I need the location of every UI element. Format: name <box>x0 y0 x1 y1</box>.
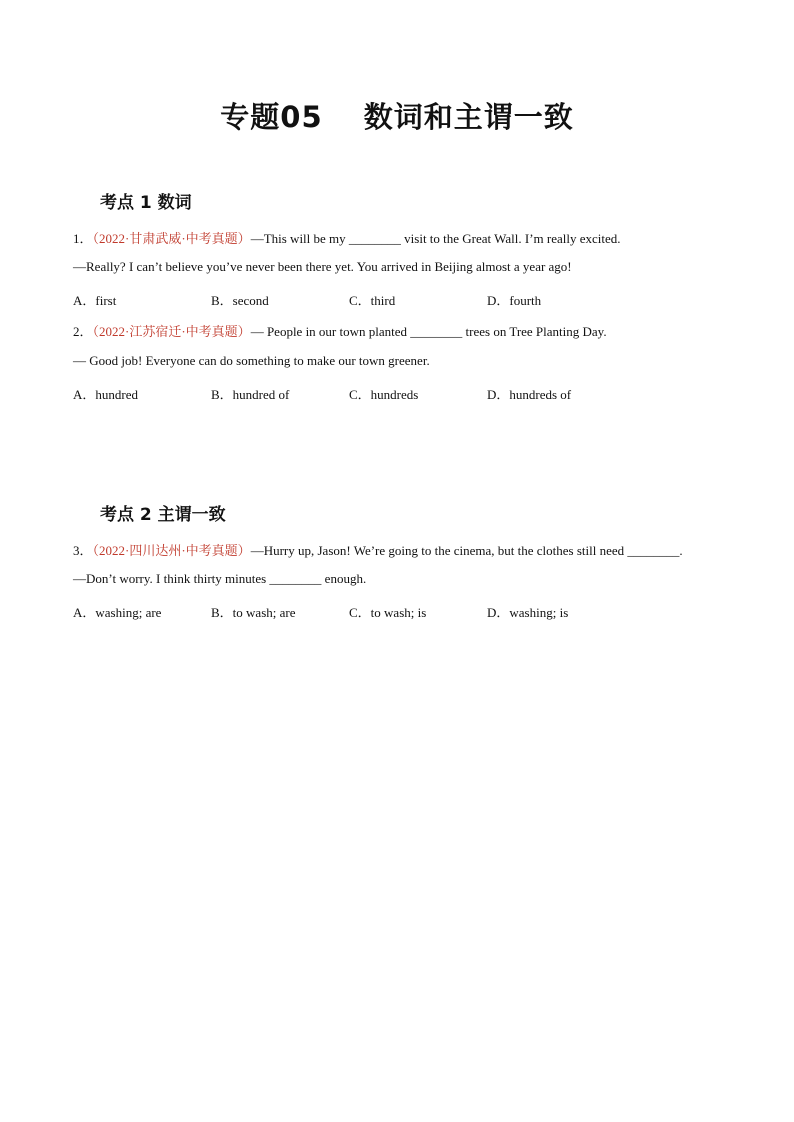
question-3-stem <box>73 540 683 559</box>
section-heading-numerals: 考点 1 数词 <box>100 193 192 213</box>
question-source: （2022·四川达州·中考真题） <box>92 543 251 558</box>
question-source: （2022·甘肃武威·中考真题） <box>92 231 251 246</box>
option-a: A．first <box>73 293 117 308</box>
option-b: B．hundred of <box>211 387 290 402</box>
question-2-stem <box>73 321 607 340</box>
option-c: C．hundreds <box>349 387 419 402</box>
question-number: 1． <box>73 231 93 246</box>
option-c: C．to wash; is <box>349 605 427 620</box>
question-2-reply: — Good job! Everyone can do something to make our town greener. <box>73 353 430 368</box>
question-stem-text: —Hurry up, Jason! We’re going to the cinema, but the clothes still need ________. <box>250 543 683 558</box>
option-d: D．washing; is <box>487 605 569 620</box>
page-title: 专题05 数词和主谓一致 <box>220 100 574 134</box>
question-stem-text: — People in our town planted ________ trees on Tree Planting Day. <box>250 324 607 339</box>
option-a: A．washing; are <box>73 605 162 620</box>
question-number: 2． <box>73 324 93 339</box>
question-stem-text: —This will be my ________ visit to the Great Wall. I’m really excited. <box>250 231 621 246</box>
option-d: D．hundreds of <box>487 387 572 402</box>
question-number: 3． <box>73 543 93 558</box>
section-heading-subject-verb-agreement: 考点 2 主谓一致 <box>100 505 226 525</box>
question-1-reply: —Really? I can’t believe you’ve never been there yet. You arrived in Beijing almost a year ago! <box>73 259 572 274</box>
question-source: （2022·江苏宿迁·中考真题） <box>92 324 251 339</box>
option-b: B．to wash; are <box>211 605 296 620</box>
question-3-reply: —Don’t worry. I think thirty minutes ________ enough. <box>73 571 367 586</box>
option-c: C．third <box>349 293 396 308</box>
option-b: B．second <box>211 293 269 308</box>
option-a: A．hundred <box>73 387 138 402</box>
option-d: D．fourth <box>487 293 542 308</box>
question-1-stem <box>73 228 621 247</box>
